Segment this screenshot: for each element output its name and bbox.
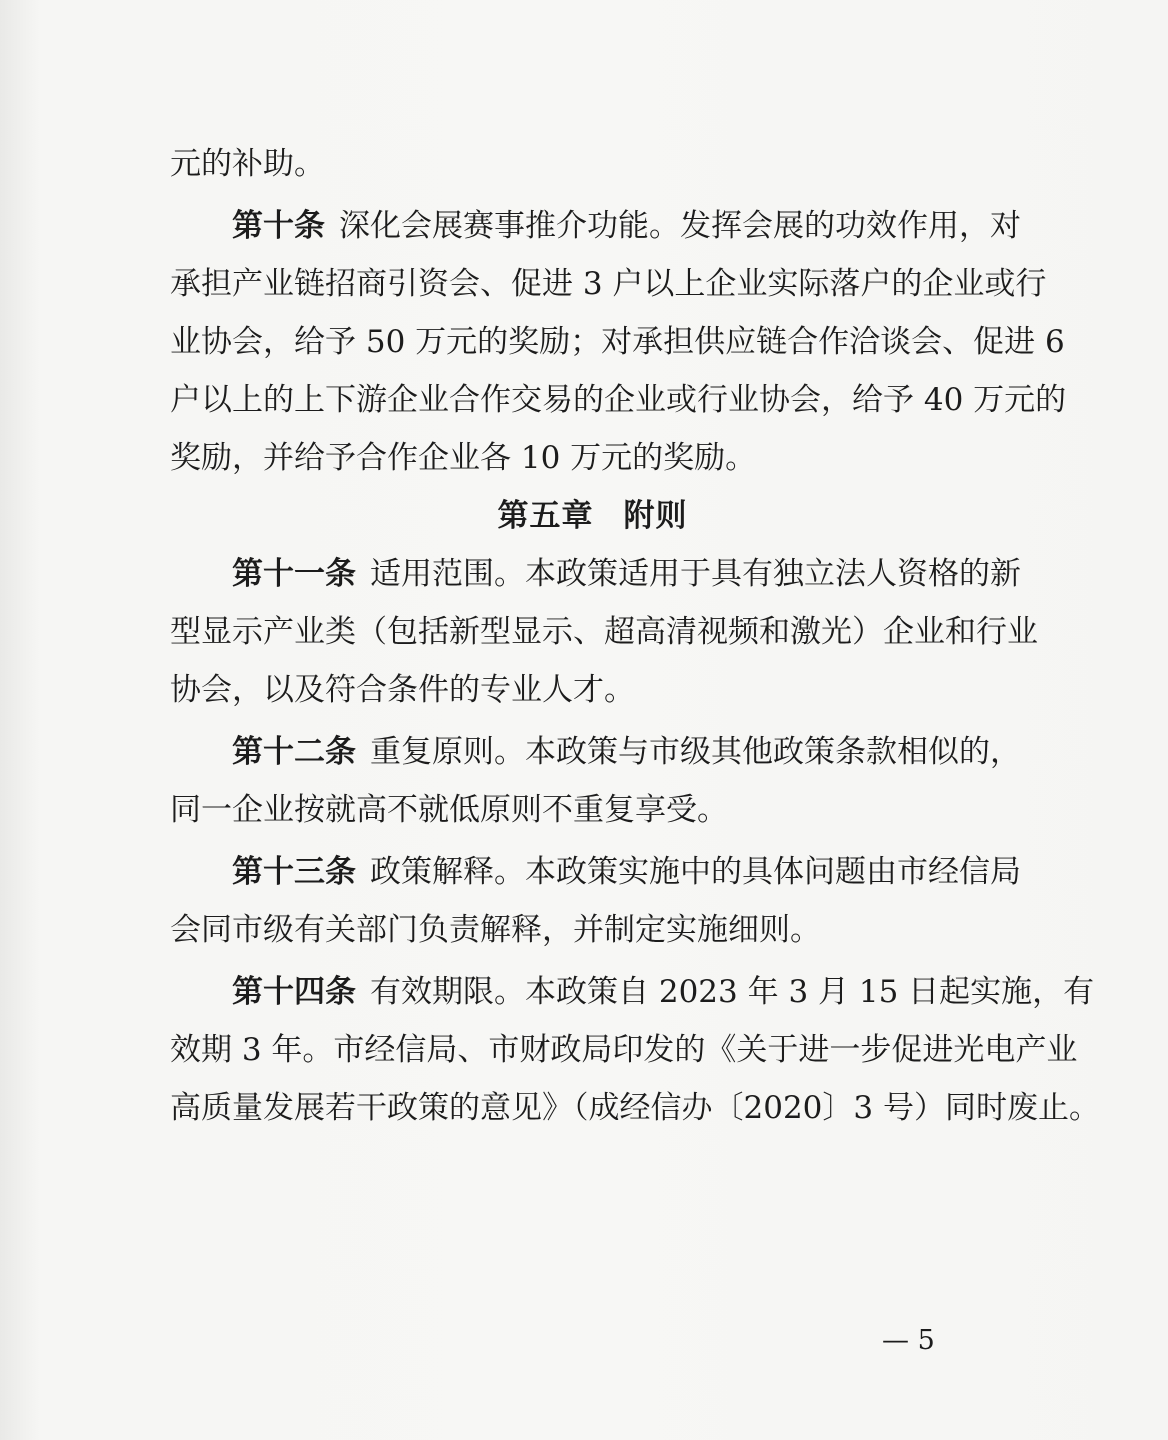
article-10-text: 深化会展赛事推介功能。发挥会展的功效作用，对 (339, 208, 1021, 244)
chapter-heading (170, 487, 1015, 545)
carryover-line: 元的补助。 (170, 146, 325, 182)
article-11-text: 适用范围。本政策适用于具有独立法人资格的新 (370, 556, 1021, 592)
article-12-line-1 (170, 723, 1021, 781)
article-10-line-2: 承担产业链招商引资会、促进 3 户以上企业实际落户的企业或行 (170, 266, 1047, 302)
article-13-line-1 (170, 843, 1021, 901)
chapter-label: 第五章 (497, 498, 594, 534)
article-13-line-2: 会同市级有关部门负责解释，并制定实施细则。 (170, 912, 821, 948)
article-13-title: 第十三条 (232, 854, 356, 890)
article-11-line-2: 型显示产业类（包括新型显示、超高清视频和激光）企业和行业 (170, 614, 1038, 650)
page-number: — 5 (882, 1325, 935, 1356)
article-11-line-1 (170, 545, 1021, 603)
article-10-line-3: 业协会，给予 50 万元的奖励；对承担供应链合作洽谈会、促进 6 (170, 324, 1065, 360)
article-14-text: 有效期限。本政策自 2023 年 3 月 15 日起实施，有 (370, 974, 1095, 1010)
article-10-title: 第十条 (232, 208, 325, 244)
article-10-line-4: 户以上的上下游企业合作交易的企业或行业协会，给予 40 万元的 (170, 382, 1067, 418)
article-11-line-3: 协会，以及符合条件的专业人才。 (170, 672, 635, 708)
article-14-line-1 (170, 963, 1095, 1021)
article-13-text: 政策解释。本政策实施中的具体问题由市经信局 (370, 854, 1021, 890)
article-12-title: 第十二条 (232, 734, 356, 770)
article-14-title: 第十四条 (232, 974, 356, 1010)
article-12-line-2: 同一企业按就高不就低原则不重复享受。 (170, 792, 728, 828)
article-10-line-5: 奖励，并给予合作企业各 10 万元的奖励。 (170, 440, 757, 476)
document-body (170, 135, 1100, 1137)
article-14-line-2: 效期 3 年。市经信局、市财政局印发的《关于进一步促进光电产业 (170, 1032, 1078, 1068)
chapter-name: 附则 (623, 498, 688, 534)
article-12-text: 重复原则。本政策与市级其他政策条款相似的， (370, 734, 1021, 770)
article-14-line-3: 高质量发展若干政策的意见》（成经信办〔2020〕3 号）同时废止。 (170, 1090, 1100, 1126)
article-11-title: 第十一条 (232, 556, 356, 592)
article-10-line-1 (170, 197, 1021, 255)
